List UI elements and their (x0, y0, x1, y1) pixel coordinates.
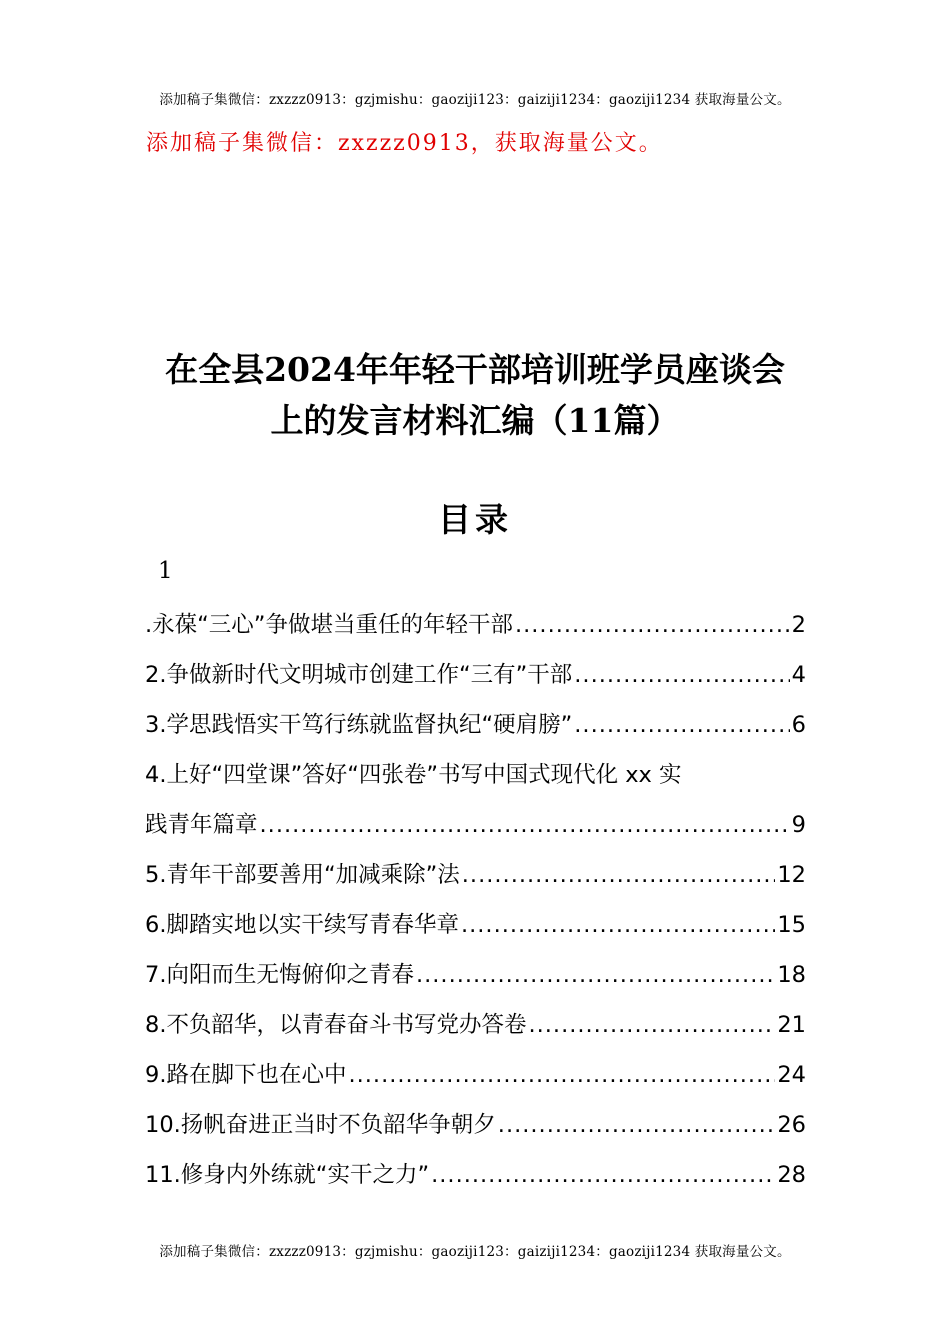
toc-leader-dots (574, 700, 789, 750)
toc-leader-dots (260, 800, 790, 850)
toc-entry-page: 18 (777, 962, 806, 988)
toc-leader-dots (528, 1000, 775, 1050)
toc-leading-number: 1 (158, 558, 173, 584)
toc-entry[interactable] (145, 1150, 806, 1200)
toc-leader-dots (515, 600, 790, 650)
title-line-2: 上的发言材料汇编（11篇） (270, 401, 680, 440)
toc-leader-dots (348, 1050, 775, 1100)
toc-entry-label: 11.修身内外练就“实干之力” (145, 1162, 430, 1188)
toc-entry[interactable] (145, 800, 806, 850)
toc-entry[interactable] (145, 950, 806, 1000)
toc-entry-page: 9 (791, 812, 806, 838)
toc-entry[interactable] (145, 1050, 806, 1100)
toc-entry-label: 7.向阳而生无悔俯仰之青春 (145, 962, 414, 988)
toc-leader-dots (462, 850, 776, 900)
toc-entry[interactable] (145, 650, 806, 700)
toc-entry[interactable] (145, 700, 806, 750)
toc-entry-page: 24 (777, 1062, 806, 1088)
toc-leader-dots (574, 650, 789, 700)
toc-entry[interactable] (145, 850, 806, 900)
toc-entry-page: 6 (791, 712, 806, 738)
toc-leader-dots (498, 1100, 776, 1150)
toc-entry[interactable] (145, 1000, 806, 1050)
toc-entry-page: 12 (777, 862, 806, 888)
toc-entry[interactable] (145, 600, 806, 650)
toc-entry-label: 8.不负韶华，以青春奋斗书写党办答卷 (145, 1012, 527, 1038)
toc-entry-label: 5.青年干部要善用“加减乘除”法 (145, 862, 460, 888)
toc-leader-dots (461, 900, 775, 950)
toc-entry-first-line[interactable]: 4.上好“四堂课”答好“四张卷”书写中国式现代化 xx 实 (145, 762, 682, 788)
toc-heading: 目录 (438, 500, 512, 539)
header-note: 添加稿子集微信：zxzzz0913：gzjmishu：gaoziji123：gaiziji1234：gaoziji1234 获取海量公文。 (159, 92, 791, 108)
toc-entry[interactable] (145, 1100, 806, 1150)
red-promo-note: 添加稿子集微信：zxzzz0913，获取海量公文。 (146, 131, 663, 156)
toc-entry-page: 15 (777, 912, 806, 938)
footer-note: 添加稿子集微信：zxzzz0913：gzjmishu：gaoziji123：gaiziji1234：gaoziji1234 获取海量公文。 (159, 1244, 791, 1260)
toc-entry-label: 10.扬帆奋进正当时不负韶华争朝夕 (145, 1112, 496, 1138)
toc-leader-dots (416, 950, 775, 1000)
document-title (0, 344, 950, 446)
toc-entry-page: 28 (777, 1162, 806, 1188)
toc-entry-label: 6.脚踏实地以实干续写青春华章 (145, 912, 459, 938)
toc-entry-label: 2.争做新时代文明城市创建工作“三有”干部 (145, 662, 573, 688)
table-of-contents (145, 600, 806, 1200)
toc-entry-label: .永葆“三心”争做堪当重任的年轻干部 (145, 612, 513, 638)
toc-entry[interactable] (145, 900, 806, 950)
toc-entry-label: 9.路在脚下也在心中 (145, 1062, 347, 1088)
toc-entry-label: 践青年篇章 (145, 812, 258, 838)
toc-entry-page: 21 (777, 1012, 806, 1038)
toc-leader-dots (431, 1150, 775, 1200)
toc-entry-page: 26 (777, 1112, 806, 1138)
toc-entry-page: 4 (791, 662, 806, 688)
toc-entry-page: 2 (791, 612, 806, 638)
title-line-1: 在全县2024年年轻干部培训班学员座谈会 (165, 350, 785, 389)
toc-entry-label: 3.学思践悟实干笃行练就监督执纪“硬肩膀” (145, 712, 573, 738)
